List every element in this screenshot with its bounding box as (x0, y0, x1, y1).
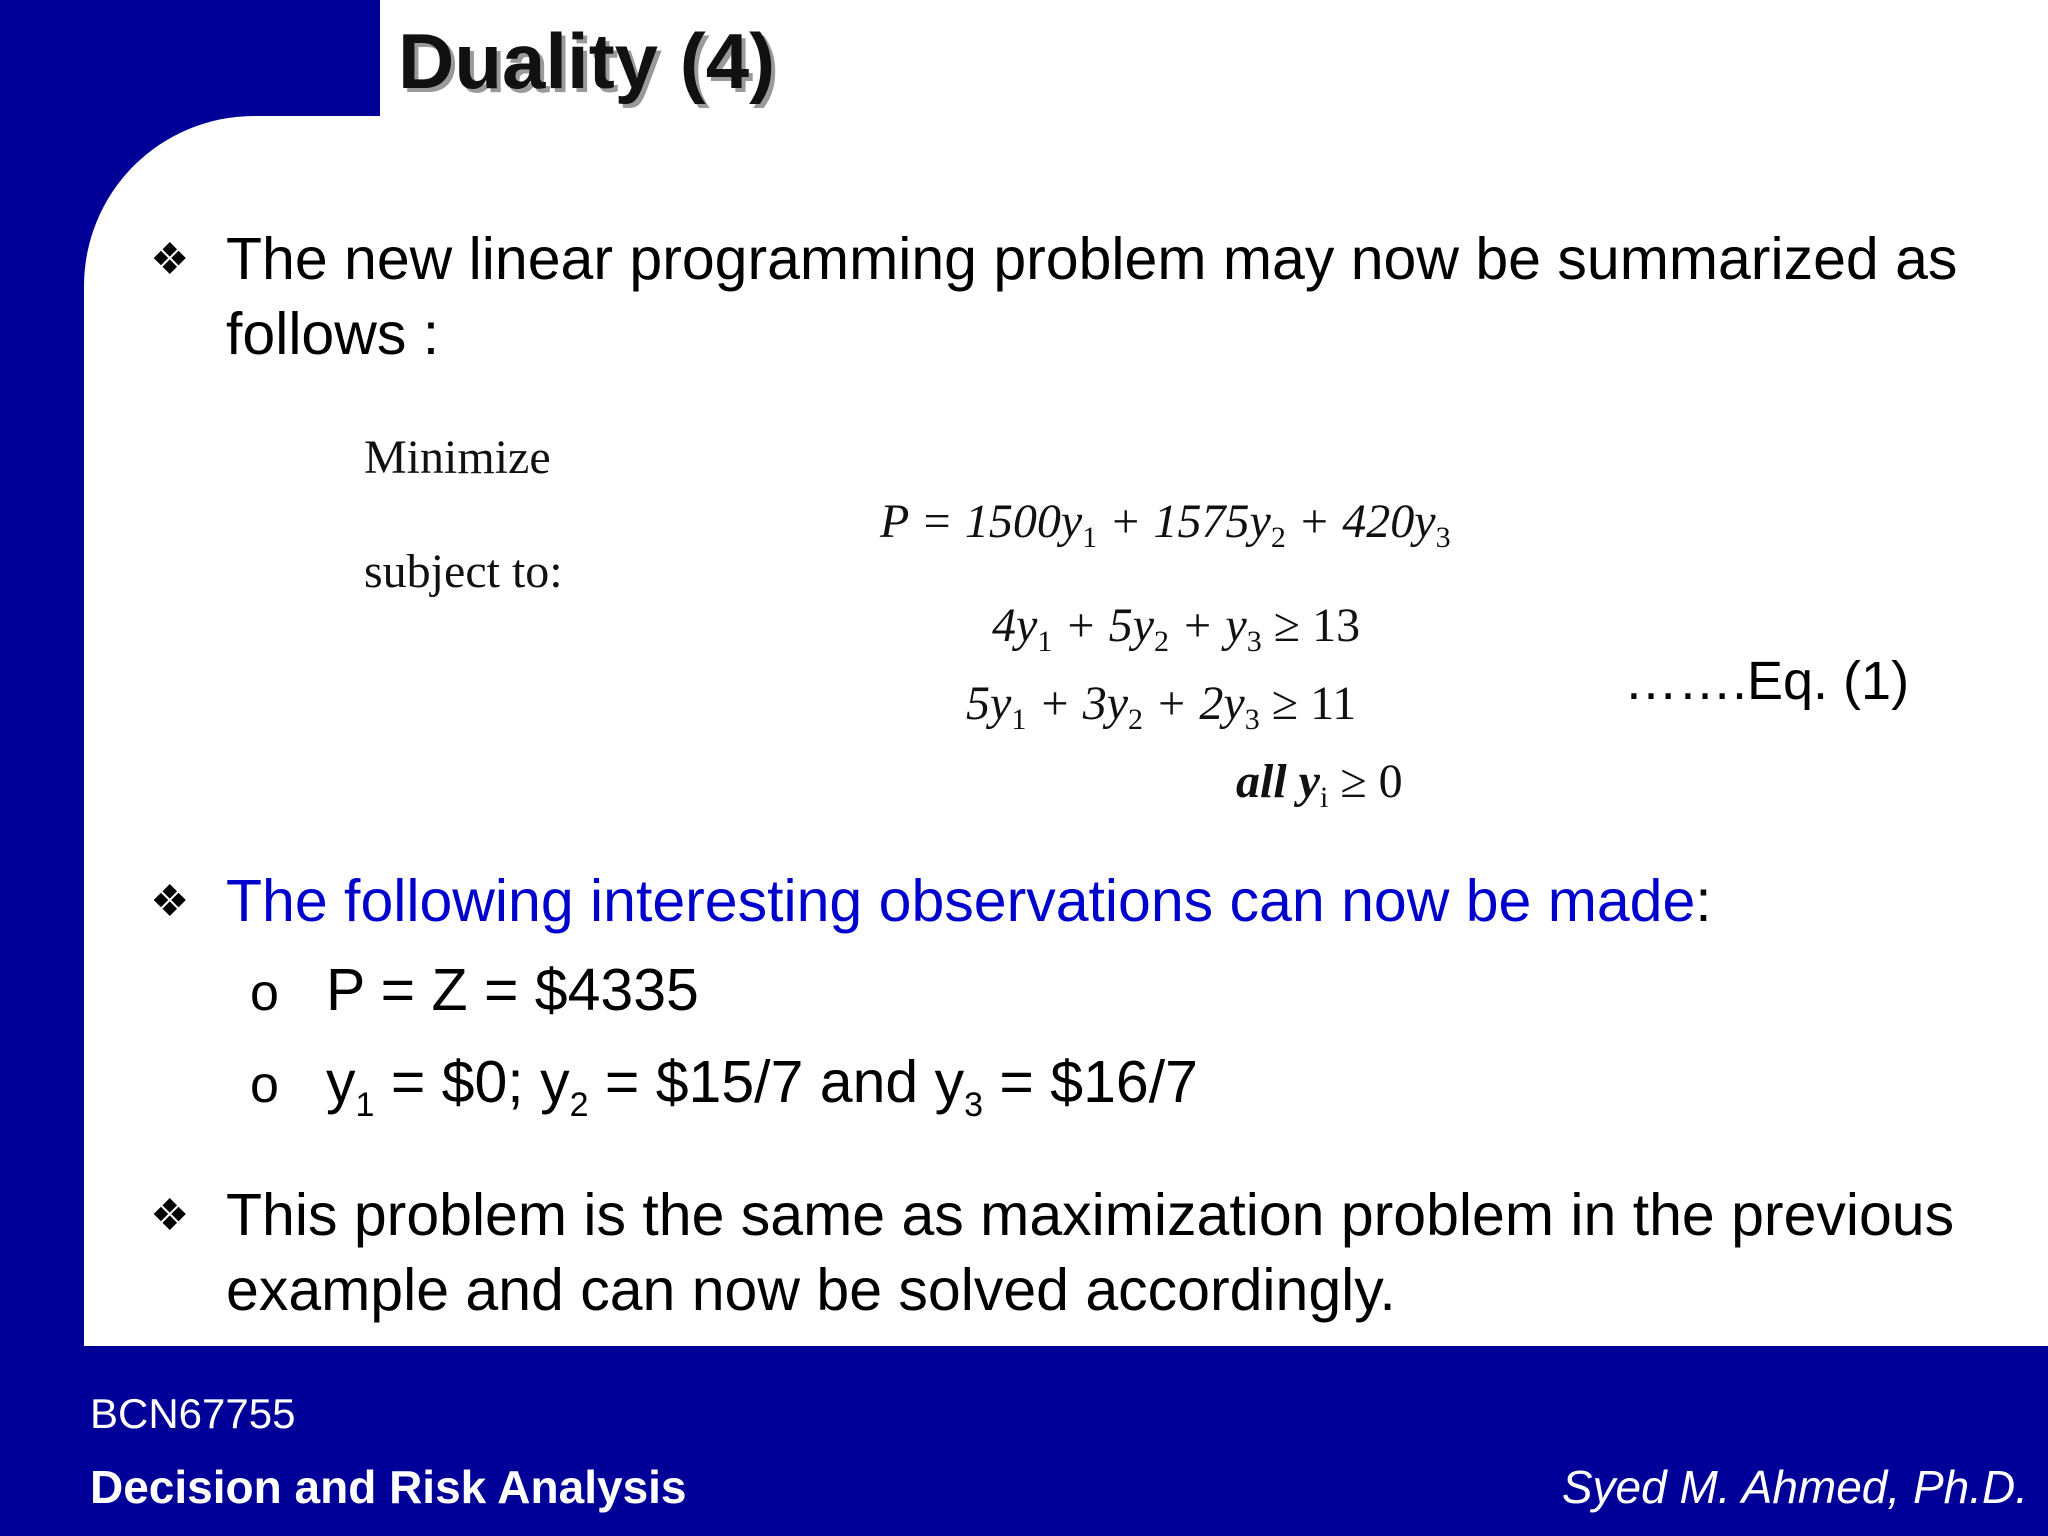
circle-bullet-icon: o (250, 964, 279, 1022)
slide-title: Duality (4) (398, 17, 776, 105)
diamond-bullet-icon: ❖ (150, 235, 190, 284)
minimize-label: Minimize (364, 431, 551, 484)
subject-to-label: subject to: (364, 545, 563, 598)
diamond-bullet-icon: ❖ (150, 1191, 190, 1240)
equation-number: …….Eq. (1) (1624, 651, 1910, 711)
observations-text: The following interesting observations can now be made (226, 868, 1696, 934)
diamond-bullet-icon: ❖ (150, 877, 190, 926)
bullet-observations: ❖ The following interesting observations can now be made: (150, 864, 2010, 939)
observation-item: o $y_1$ = $0; $y_2$ = $15/7 and $y_3$ = $16/7 (250, 1049, 1198, 1124)
bullet-conclusion (150, 1178, 2010, 1328)
course-name: Decision and Risk Analysis (90, 1461, 687, 1513)
course-code: BCN67755 (90, 1390, 296, 1437)
constraint-2: $5y_1 + 3y_2 + 2y_3 \ge 11$ (966, 677, 1357, 736)
constraint-nonnegativity: all $y_i \ge 0$ (1236, 755, 1403, 814)
bullet-summary (150, 222, 2010, 372)
circle-bullet-icon: o (250, 1056, 279, 1114)
bullet-conclusion-text: This problem is the same as maximization problem in the previous example and can now be solved accordingly. (226, 1182, 1955, 1323)
objective-function: $P = 1500y_1 + 1575y_2 + 420y_3$ (880, 495, 1451, 554)
observation-item: o P = Z = $4335 (250, 957, 699, 1023)
author-name: Syed M. Ahmed, Ph.D. (1561, 1461, 2028, 1513)
bullet-summary-text: The new linear programming problem may now be summarized as follows : (226, 226, 1958, 367)
constraint-1: $4y_1 + 5y_2 + y_3 \ge 13$ (992, 599, 1361, 658)
